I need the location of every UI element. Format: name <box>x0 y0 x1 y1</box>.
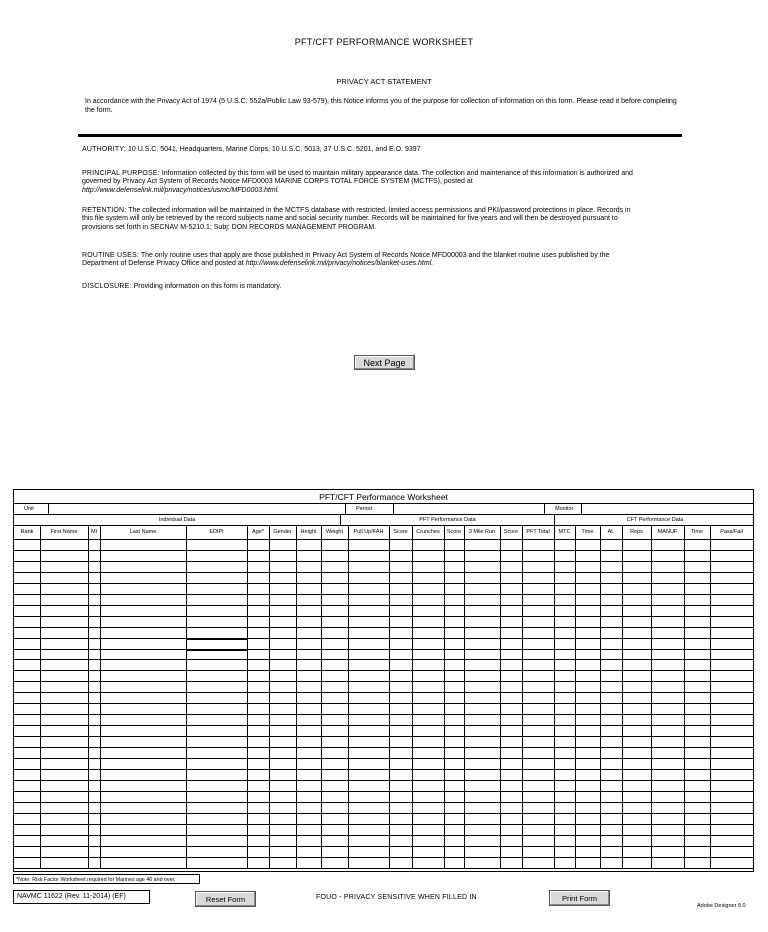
table-row[interactable] <box>14 573 753 583</box>
table-row[interactable] <box>14 858 753 868</box>
table-row[interactable] <box>14 650 753 660</box>
column-header: Score <box>393 529 408 535</box>
worksheet-title: PFT/CFT Performance Worksheet <box>14 490 753 504</box>
edipi-cell-border <box>186 638 247 640</box>
table-row[interactable] <box>14 726 753 736</box>
routine-uses-label: ROUTINE USES: <box>82 252 140 259</box>
table-row[interactable] <box>14 693 753 703</box>
column-header: EDIPI <box>209 529 224 535</box>
table-row[interactable] <box>14 781 753 791</box>
column-header: MTC <box>558 529 571 535</box>
principal-purpose-paragraph <box>82 170 642 195</box>
column-header: MANUF <box>657 529 678 535</box>
privacy-act-heading: PRIVACY ACT STATEMENT <box>336 77 432 86</box>
retention-label: RETENTION: <box>82 207 127 214</box>
table-row[interactable] <box>14 792 753 802</box>
routine-uses-link[interactable]: http://www.defenselink.mil/privacy/notices/blanket-uses.html. <box>245 260 434 268</box>
table-row[interactable] <box>14 562 753 572</box>
table-row[interactable] <box>14 682 753 692</box>
unit-label: Unit <box>14 504 49 514</box>
principal-purpose-text: Information collected by this form will be used to maintain military appearance data. The collection and maintenance of this information is authorized and governed by Privacy Act System of Records Notice MFD0003 MARINE CORPS TOTAL FORCE SYSTEM (MCTFS), posted at <box>82 170 633 186</box>
table-row[interactable] <box>14 759 753 769</box>
column-header: AL <box>607 529 615 535</box>
privacy-intro-text: In accordance with the Privacy Act of 1974 (5 U.S.C. 552a/Public Law 93-579), this Notice informs you of the purpose for collection of information on this form. Please read it before completing the form. <box>85 98 677 114</box>
table-row[interactable] <box>14 704 753 714</box>
table-row[interactable] <box>14 748 753 758</box>
column-header: Height <box>300 529 317 535</box>
worksheet-table <box>13 489 754 872</box>
column-header: Score <box>503 529 519 535</box>
print-form-button[interactable]: Print Form <box>549 890 610 906</box>
disclosure-label: DISCLOSURE: <box>82 283 132 290</box>
period-label: Period <box>346 504 394 514</box>
form-number: NAVMC 11622 (Rev. 11-2014) (EF) <box>13 890 150 904</box>
table-row[interactable] <box>14 660 753 670</box>
disclosure-paragraph <box>82 283 642 291</box>
column-header: Last Name <box>129 529 157 535</box>
grid-line <box>14 868 753 869</box>
authority-paragraph <box>82 146 642 154</box>
routine-uses-paragraph <box>82 252 642 269</box>
retention-text: The collected information will be maintained in the MCTFS database with restricted, limited access permissions and PKI/password protections in place. Records in this file system will only be retrieved by the record subjects name and social security number. Records will be maintained for five years and will then be destroyed pursuant to provisions set forth in SECNAV M-5210.1; Subj: DON RECORDS MANAGEMENT PROGRAM. <box>82 207 631 231</box>
fouo-notice: FOUO - PRIVACY SENSITIVE WHEN FILLED IN <box>316 894 477 901</box>
age-note: *Note: Risk Factor Worksheet required for Marines age 46 and over. <box>13 874 200 884</box>
column-header: PFT Total <box>526 529 550 535</box>
page-title: PFT/CFT PERFORMANCE WORKSHEET <box>294 37 474 47</box>
table-row[interactable] <box>14 584 753 594</box>
column-header: Rank <box>20 529 34 535</box>
column-header: Weight <box>325 529 344 535</box>
edipi-cell-border <box>186 649 247 651</box>
grid-line <box>14 525 753 526</box>
column-header: First Name <box>50 529 78 535</box>
table-row[interactable] <box>14 715 753 725</box>
table-row[interactable] <box>14 639 753 649</box>
table-row[interactable] <box>14 737 753 747</box>
reset-form-button[interactable]: Reset Form <box>195 891 256 907</box>
authority-label: AUTHORITY: <box>82 146 127 153</box>
table-row[interactable] <box>14 617 753 627</box>
next-page-button[interactable]: Next Page <box>354 355 415 370</box>
table-row[interactable] <box>14 671 753 681</box>
table-row[interactable] <box>14 803 753 813</box>
table-row[interactable] <box>14 825 753 835</box>
column-header: Time <box>690 529 704 535</box>
monitor-label: Monitor <box>545 504 582 514</box>
table-row[interactable] <box>14 836 753 846</box>
column-header: MI <box>90 529 98 535</box>
column-header: Gender <box>273 529 292 535</box>
section-divider <box>78 134 682 137</box>
worksheet-grid <box>14 490 753 871</box>
group-individual-data: Individual Data <box>14 515 341 525</box>
column-header: Age* <box>252 529 264 535</box>
column-header: Reps <box>630 529 643 535</box>
table-row[interactable] <box>14 628 753 638</box>
group-cft-data: CFT Performance Data <box>626 517 684 523</box>
designer-credit: Adobe Designer 8.0 <box>697 903 746 909</box>
column-header: Time <box>581 529 594 535</box>
disclosure-text: Providing information on this form is mandatory. <box>131 283 282 290</box>
table-row[interactable] <box>14 814 753 824</box>
principal-purpose-link[interactable]: http://www.defenselink.mil/privacy/notices/usmc/MFD0003.html. <box>82 186 280 194</box>
column-header: 3 Mile Run <box>468 529 496 535</box>
column-header: Score <box>446 529 462 535</box>
table-row[interactable] <box>14 770 753 780</box>
column-header: Crunches <box>416 529 440 535</box>
table-row[interactable] <box>14 540 753 550</box>
routine-uses-text: The only routine uses that apply are those published in Privacy Act System of Records Notice MFD00003 and the blanket routine uses published by the Department of Defense Privacy Office and posted at <box>82 252 610 268</box>
column-header: Pass/Fail <box>720 529 743 535</box>
principal-purpose-label: PRINCIPAL PURPOSE: <box>82 170 160 177</box>
retention-paragraph <box>82 207 642 232</box>
table-row[interactable] <box>14 847 753 857</box>
group-pft-data: PFT Performance Data <box>341 515 555 525</box>
grid-line <box>14 514 753 515</box>
column-header: Pull Up/FAH <box>353 529 384 535</box>
table-row[interactable] <box>14 551 753 561</box>
table-row[interactable] <box>14 595 753 605</box>
authority-text: 10 U.S.C. 5041, Headquarters, Marine Corps, 10 U.S.C. 5013, 37 U.S.C. 5201, and E.O. 9397 <box>126 146 421 153</box>
table-row[interactable] <box>14 606 753 616</box>
